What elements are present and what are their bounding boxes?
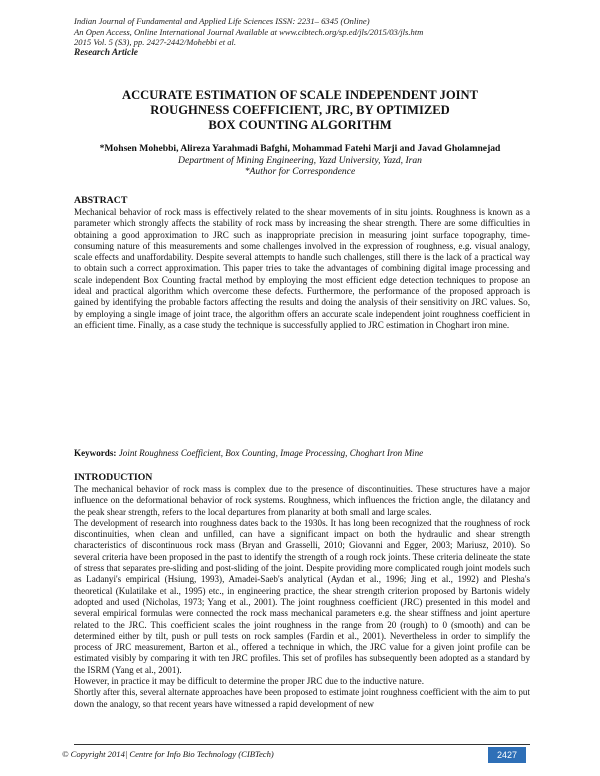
paper-title <box>60 88 540 133</box>
abstract-text: Mechanical behavior of rock mass is effectively related to the shear movements of in situ joints. Roughness is known as a parameter which strongly affects the stability of rock mass by increasing the shear strength. There are some difficulties in obtaining a good approximation to JRC such as inappropriate precision in measuring joint surface topography, time-consuming nature of this measurements and some challenges involved in the expression of roughness, e.g. visual analogy, scale effects and unaffordability. Despite several attempts to handle such challenges, still there is the lack of a practical way to obtain such a correct approximation. This paper tries to take the advantages of combining digital image processing and scale independent Box Counting fractal method by employing the most efficient edge detection techniques to propose an ideal and practical algorithm which overcome these defects. Furthermore, the performance of the proposed approach is gained by identifying the probable factors affecting the results and doing the analysis of their sensitivity on JRC values. So, by employing a single image of joint trace, the algorithm offers an accurate scale independent joint roughness coefficient in an efficient time. Finally, as a case study the technique is successfully applied to JRC estimation in Choghart iron mine. <box>74 207 530 330</box>
keywords-text: Joint Roughness Coefficient, Box Counting, Image Processing, Choghart Iron Mine <box>118 448 424 458</box>
introduction-section <box>74 472 530 710</box>
journal-header-line-3: 2015 Vol. 5 (S3), pp. 2427-2442/Mohebbi et al. <box>74 37 237 48</box>
title-line-2: ROUGHNESS COEFFICIENT, JRC, BY OPTIMIZED <box>150 103 450 117</box>
footer-copyright: © Copyright 2014| Centre for Info Bio Technology (CIBTech) <box>62 749 274 759</box>
article-type: Research Article <box>74 47 138 58</box>
keywords-section <box>74 448 530 459</box>
title-line-3: BOX COUNTING ALGORITHM <box>208 118 392 132</box>
introduction-paragraph-3: However, in practice it may be difficult to determine the proper JRC due to the inductive nature. <box>74 676 424 687</box>
introduction-paragraph-1: The mechanical behavior of rock mass is complex due to the presence of discontinuities. These structures have a major influence on the deformational behavior of rock systems. Roughness, which influences the friction angle, the dilatancy and the peak shear strength, refers to the local departures from planarity at both small and large scales. <box>74 484 530 517</box>
journal-header <box>74 16 534 58</box>
journal-header-line-1: Indian Journal of Fundamental and Applied Life Sciences ISSN: 2231– 6345 (Online) <box>74 16 370 26</box>
journal-header-line-2: An Open Access, Online International Journal Available at www.cibtech.org/sp.ed/jls/2015/03/jls.htm <box>74 26 424 37</box>
author-block <box>40 143 560 178</box>
introduction-paragraph-2: The development of research into roughness dates back to the 1930s. It has long been recognized that the roughness of rock discontinuities, when clean and unfilled, can have a significant impact on both the hydraulic and shear strength characteristics of discontinuous rock mass (Bryan and Grasselli, 2010; Giovanni and Egger, 2003; Mariusz, 2010). So several criteria have been proposed in the past to identify the strength of a rough rock joints. These criteria delineate the state of stress that separates pre-sliding and post-sliding of the joint. Despite providing more complicated rough joint models such as Ladanyi's empirical (Hsiung, 1993), Amadei-Saeb's analytical (Aydan et al., 1996; Jing et al., 1992) and Plesha's theoretical (Kulatilake et al., 1995) etc., in engineering practice, the shear strength criterion proposed by Bartonis widely adopted and used (Nicholas, 1973; Yang et al., 2001). The joint roughness coefficient (JRC) presented in this model and several empirical formulas were connected the rock mass mechanical parameters e.g. the shear stiffness and joint aperture related to the JRC. This coefficient scales the joint roughness in the range from 20 (rough) to 0 (smooth) and can be determined either by tilt, push or pull tests on rock samples (Fardin et al., 2001). Nevertheless in order to simplify the process of JRC measurement, Barton et al., offered a technique in which, the JRC value for a given joint profile can be estimated visibly by comparing it with ten JRC profiles. This set of profiles has subsequently been adopted as a standard by the ISRM (Yang et al., 2001). <box>74 517 530 675</box>
author-affiliation: Department of Mining Engineering, Yazd University, Yazd, Iran <box>178 154 422 166</box>
abstract-section <box>74 195 530 331</box>
footer-divider <box>74 744 530 745</box>
correspondence-note: *Author for Correspondence <box>244 166 356 178</box>
abstract-heading: ABSTRACT <box>74 195 128 206</box>
page-number-badge: 2427 <box>488 747 526 763</box>
keywords-label: Keywords: <box>74 448 117 458</box>
introduction-heading: INTRODUCTION <box>74 472 153 483</box>
introduction-paragraph-4: Shortly after this, several alternate approaches have been proposed to estimate joint roughness coefficient with the aim to put down the analogy, so that recent years have witnessed a rapid development of new <box>74 687 530 709</box>
author-names: *Mohsen Mohebbi, Alireza Yarahmadi Bafghi, Mohammad Fatehi Marji and Javad Gholamnejad <box>99 143 501 154</box>
title-line-1: ACCURATE ESTIMATION OF SCALE INDEPENDENT JOINT <box>121 88 479 102</box>
